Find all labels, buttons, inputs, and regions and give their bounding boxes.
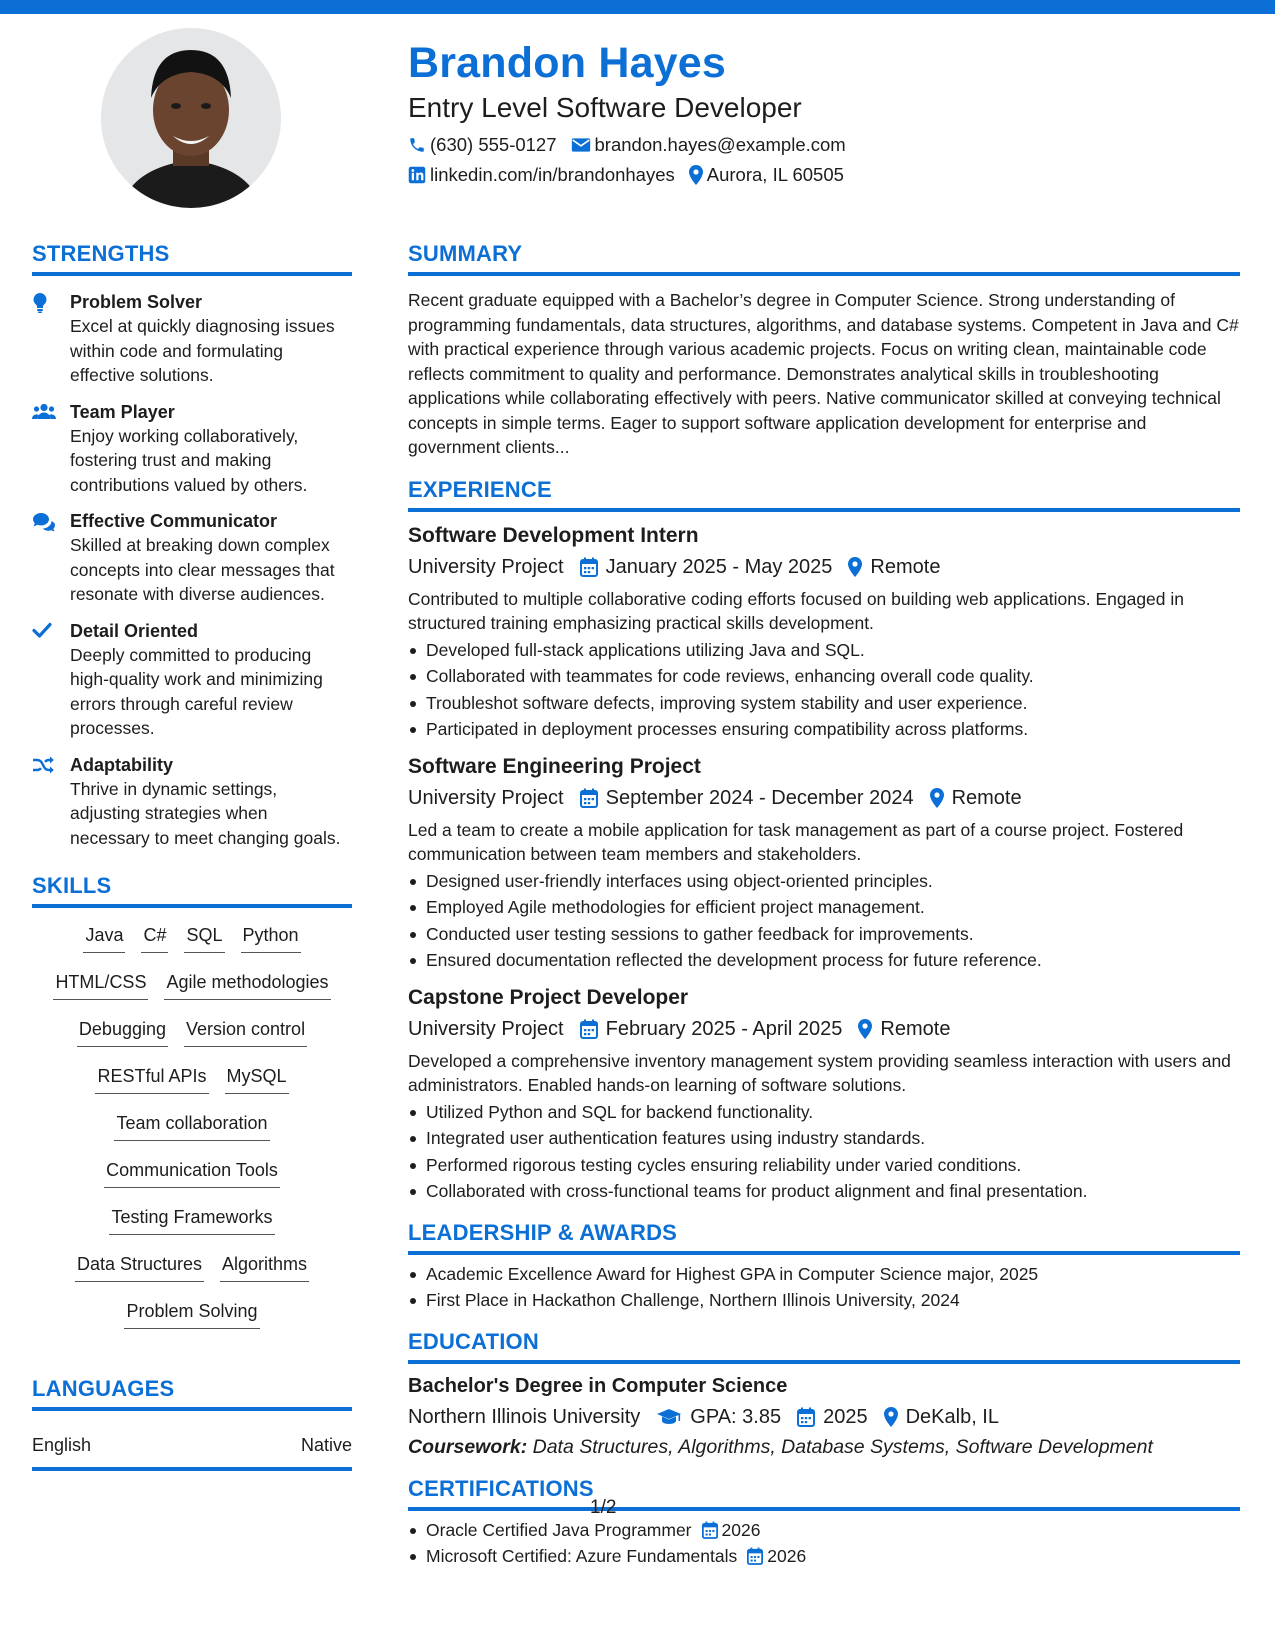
skill-tag: HTML/CSS bbox=[53, 967, 148, 1000]
certification-item bbox=[408, 1517, 1240, 1544]
strength-item bbox=[32, 400, 352, 498]
bullet-item: Collaborated with teammates for code reviews, enhancing overall code quality. bbox=[408, 663, 1240, 690]
school-location-text: DeKalb, IL bbox=[905, 1405, 999, 1428]
job-org bbox=[408, 784, 564, 812]
strength-title: Problem Solver bbox=[70, 292, 203, 312]
skill-tag: SQL bbox=[184, 920, 224, 953]
skill-tag: Version control bbox=[184, 1014, 307, 1047]
award-item: Academic Excellence Award for Highest GPA in Computer Science major, 2025 bbox=[408, 1261, 1240, 1288]
map-pin-icon bbox=[858, 1019, 872, 1039]
skill-tag: Java bbox=[83, 920, 125, 953]
summary-text: Recent graduate equipped with a Bachelor’s degree in Computer Science. Strong understanding of programming fundamentals, data structures, algorithms, and database systems. Competent in Java and C# with practical experience through various academic projects. Focus on writing clean, maintainable code reflects commitment to quality and performance. Demonstrates analytical skills in troubleshooting applications while collaborating effectively with peers. Native communicator skilled at conveying technical concepts in simple terms. Eager to support software application development for enterprise and government clients... bbox=[408, 290, 1239, 457]
bullet-item: Integrated user authentication features using industry standards. bbox=[408, 1125, 1240, 1152]
location-text: Aurora, IL 60505 bbox=[706, 164, 844, 185]
calendar-icon bbox=[797, 1407, 815, 1427]
skill-tag: Communication Tools bbox=[104, 1155, 280, 1188]
job-description: Contributed to multiple collaborative coding efforts focused on building web applications. Engaged in structured training emphasizing practical skills development. bbox=[408, 588, 1185, 633]
users-icon bbox=[32, 403, 56, 421]
location-contact bbox=[689, 162, 844, 188]
bullet-item: Employed Agile methodologies for efficient project management. bbox=[408, 894, 1240, 921]
job-dates-text: September 2024 - December 2024 bbox=[605, 786, 914, 809]
check-icon bbox=[32, 622, 52, 638]
certification-item bbox=[408, 1543, 1240, 1570]
skill-tag: Data Structures bbox=[75, 1249, 204, 1282]
job-org-text: University Project bbox=[408, 555, 564, 578]
certification-name: Oracle Certified Java Programmer bbox=[426, 1519, 692, 1540]
bullet-item: Ensured documentation reflected the development process for future reference. bbox=[408, 947, 1240, 974]
resume-header bbox=[408, 38, 1238, 188]
job-title: Software Engineering Project bbox=[408, 754, 701, 778]
education-heading: EDUCATION bbox=[408, 1328, 1240, 1364]
job-meta bbox=[408, 784, 1240, 812]
strength-title: Detail Oriented bbox=[70, 620, 199, 641]
calendar-icon bbox=[580, 557, 598, 577]
job-org-text: University Project bbox=[408, 786, 564, 809]
certification-year: 2026 bbox=[767, 1546, 807, 1566]
job-title: Capstone Project Developer bbox=[408, 985, 689, 1009]
strength-desc: Excel at quickly diagnosing issues within code and formulating effective solutions. bbox=[70, 316, 335, 385]
school-name bbox=[408, 1403, 640, 1431]
awards-list bbox=[408, 1261, 1240, 1314]
certifications-heading: CERTIFICATIONS bbox=[408, 1475, 1240, 1511]
email-contact[interactable] bbox=[571, 132, 846, 158]
job-org bbox=[408, 1015, 564, 1043]
languages-heading: LANGUAGES bbox=[32, 1375, 352, 1411]
job-title: Software Development Intern bbox=[408, 523, 699, 547]
skill-tag: Testing Frameworks bbox=[109, 1202, 274, 1235]
strength-desc: Thrive in dynamic settings, adjusting strategies when necessary to meet changing goals. bbox=[70, 778, 341, 848]
awards-heading: LEADERSHIP & AWARDS bbox=[408, 1219, 1240, 1255]
skill-tag: MySQL bbox=[225, 1061, 289, 1094]
job-location-text: Remote bbox=[870, 555, 941, 578]
job-location bbox=[930, 784, 1022, 812]
skill-tag: Team collaboration bbox=[114, 1108, 269, 1141]
graduation-year bbox=[797, 1403, 868, 1431]
school-location bbox=[884, 1403, 999, 1431]
strength-desc: Enjoy working collaboratively, fostering trust and making contributions valued by others. bbox=[70, 425, 308, 495]
language-row bbox=[32, 1433, 352, 1471]
shuffle-icon bbox=[32, 756, 54, 774]
job-bullets bbox=[408, 868, 1240, 974]
job-meta bbox=[408, 553, 1240, 581]
map-pin-icon bbox=[884, 1407, 898, 1427]
job-bullets bbox=[408, 1099, 1240, 1205]
phone-contact[interactable] bbox=[408, 132, 557, 158]
map-pin-icon bbox=[689, 165, 703, 185]
skill-tag: Python bbox=[241, 920, 301, 953]
summary-heading: SUMMARY bbox=[408, 240, 1240, 276]
candidate-title: Entry Level Software Developer bbox=[408, 92, 802, 123]
skill-tag: Algorithms bbox=[220, 1249, 309, 1282]
calendar-icon bbox=[747, 1547, 763, 1565]
experience-entry bbox=[408, 753, 1240, 974]
experience-heading: EXPERIENCE bbox=[408, 476, 1240, 512]
calendar-icon bbox=[580, 1019, 598, 1039]
calendar-icon bbox=[702, 1521, 718, 1539]
page-number: 1/2 bbox=[590, 1497, 617, 1518]
bullet-item: Conducted user testing sessions to gather feedback for improvements. bbox=[408, 921, 1240, 948]
strength-title: Team Player bbox=[70, 401, 175, 422]
school-name-text: Northern Illinois University bbox=[408, 1405, 641, 1428]
bullet-item: Developed full-stack applications utilizing Java and SQL. bbox=[408, 637, 1240, 664]
job-description: Led a team to create a mobile application for task management as part of a course project. Fostered communication between team members and stakeholders. bbox=[408, 819, 1184, 864]
email-text: brandon.hayes@example.com bbox=[594, 134, 846, 155]
bullet-item: Designed user-friendly interfaces using object-oriented principles. bbox=[408, 868, 1240, 895]
skills-heading: SKILLS bbox=[32, 872, 352, 908]
coursework-label: Coursework: bbox=[408, 1435, 528, 1458]
job-dates-text: February 2025 - April 2025 bbox=[605, 1017, 843, 1040]
phone-text: (630) 555-0127 bbox=[430, 134, 557, 155]
strength-item bbox=[32, 290, 352, 388]
strength-desc: Deeply committed to producing high-quality work and minimizing errors through careful review processes. bbox=[70, 644, 323, 738]
bullet-item: Utilized Python and SQL for backend functionality. bbox=[408, 1099, 1240, 1126]
strength-title: Effective Communicator bbox=[70, 511, 278, 531]
comments-icon bbox=[32, 512, 56, 532]
job-org-text: University Project bbox=[408, 1017, 564, 1040]
job-org bbox=[408, 553, 564, 581]
linkedin-contact[interactable] bbox=[408, 162, 675, 188]
experience-entry bbox=[408, 984, 1240, 1205]
bullet-item: Collaborated with cross-functional teams for product alignment and final presentation. bbox=[408, 1178, 1240, 1205]
job-meta bbox=[408, 1015, 1240, 1043]
degree-title: Bachelor's Degree in Computer Science bbox=[408, 1374, 788, 1397]
language-name: English bbox=[32, 1435, 92, 1455]
job-dates bbox=[580, 784, 914, 812]
skills-list bbox=[32, 916, 352, 1339]
skill-tag: Problem Solving bbox=[124, 1296, 259, 1329]
skill-tag: RESTful APIs bbox=[95, 1061, 208, 1094]
job-dates bbox=[580, 1015, 843, 1043]
map-pin-icon bbox=[930, 788, 944, 808]
job-dates bbox=[580, 553, 833, 581]
strengths-heading: STRENGTHS bbox=[32, 240, 352, 276]
linkedin-text: linkedin.com/in/brandonhayes bbox=[430, 164, 675, 185]
skill-tag: Debugging bbox=[77, 1014, 168, 1047]
skill-tag: C# bbox=[141, 920, 168, 953]
strength-item bbox=[32, 509, 352, 607]
graduation-cap-icon bbox=[656, 1408, 682, 1426]
strength-item bbox=[32, 753, 352, 851]
strength-item bbox=[32, 619, 352, 741]
lightbulb-icon bbox=[32, 293, 48, 313]
education-meta bbox=[408, 1403, 1240, 1431]
graduation-year-text: 2025 bbox=[823, 1405, 868, 1428]
job-location-text: Remote bbox=[880, 1017, 951, 1040]
top-accent-bar bbox=[0, 0, 1275, 14]
certification-year: 2026 bbox=[721, 1519, 761, 1540]
coursework-text: Data Structures, Algorithms, Database Systems, Software Development bbox=[532, 1435, 1153, 1458]
bullet-item: Performed rigorous testing cycles ensuring reliability under varied conditions. bbox=[408, 1152, 1240, 1179]
profile-photo bbox=[101, 28, 281, 208]
language-level: Native bbox=[300, 1435, 352, 1455]
left-column bbox=[32, 240, 352, 1471]
candidate-name: Brandon Hayes bbox=[408, 39, 727, 87]
contact-row-2 bbox=[408, 162, 1238, 188]
linkedin-icon bbox=[408, 166, 426, 184]
envelope-icon bbox=[571, 137, 591, 153]
coursework-line bbox=[408, 1433, 1240, 1461]
right-column bbox=[408, 240, 1240, 1570]
certification-name: Microsoft Certified: Azure Fundamentals bbox=[426, 1546, 738, 1566]
gpa-text: GPA: 3.85 bbox=[690, 1405, 782, 1428]
bullet-item: Participated in deployment processes ensuring compatibility across platforms. bbox=[408, 716, 1240, 743]
map-pin-icon bbox=[848, 557, 862, 577]
bullet-item: Troubleshot software defects, improving system stability and user experience. bbox=[408, 690, 1240, 717]
gpa bbox=[656, 1403, 781, 1431]
job-dates-text: January 2025 - May 2025 bbox=[605, 555, 833, 578]
contact-row-1 bbox=[408, 132, 1238, 158]
phone-icon bbox=[408, 136, 426, 154]
strength-title: Adaptability bbox=[70, 754, 174, 775]
job-bullets bbox=[408, 637, 1240, 743]
certifications-list bbox=[408, 1517, 1240, 1570]
job-location-text: Remote bbox=[951, 786, 1022, 809]
skill-tag: Agile methodologies bbox=[164, 967, 330, 1000]
strength-desc: Skilled at breaking down complex concepts into clear messages that resonate with diverse audiences. bbox=[70, 535, 335, 604]
calendar-icon bbox=[580, 788, 598, 808]
job-location bbox=[858, 1015, 950, 1043]
experience-entry bbox=[408, 522, 1240, 743]
job-location bbox=[848, 553, 940, 581]
award-item: First Place in Hackathon Challenge, Northern Illinois University, 2024 bbox=[408, 1287, 1240, 1314]
job-description: Developed a comprehensive inventory management system providing seamless interaction with users and administrators. Enabled hands-on learning of software solutions. bbox=[408, 1050, 1231, 1095]
